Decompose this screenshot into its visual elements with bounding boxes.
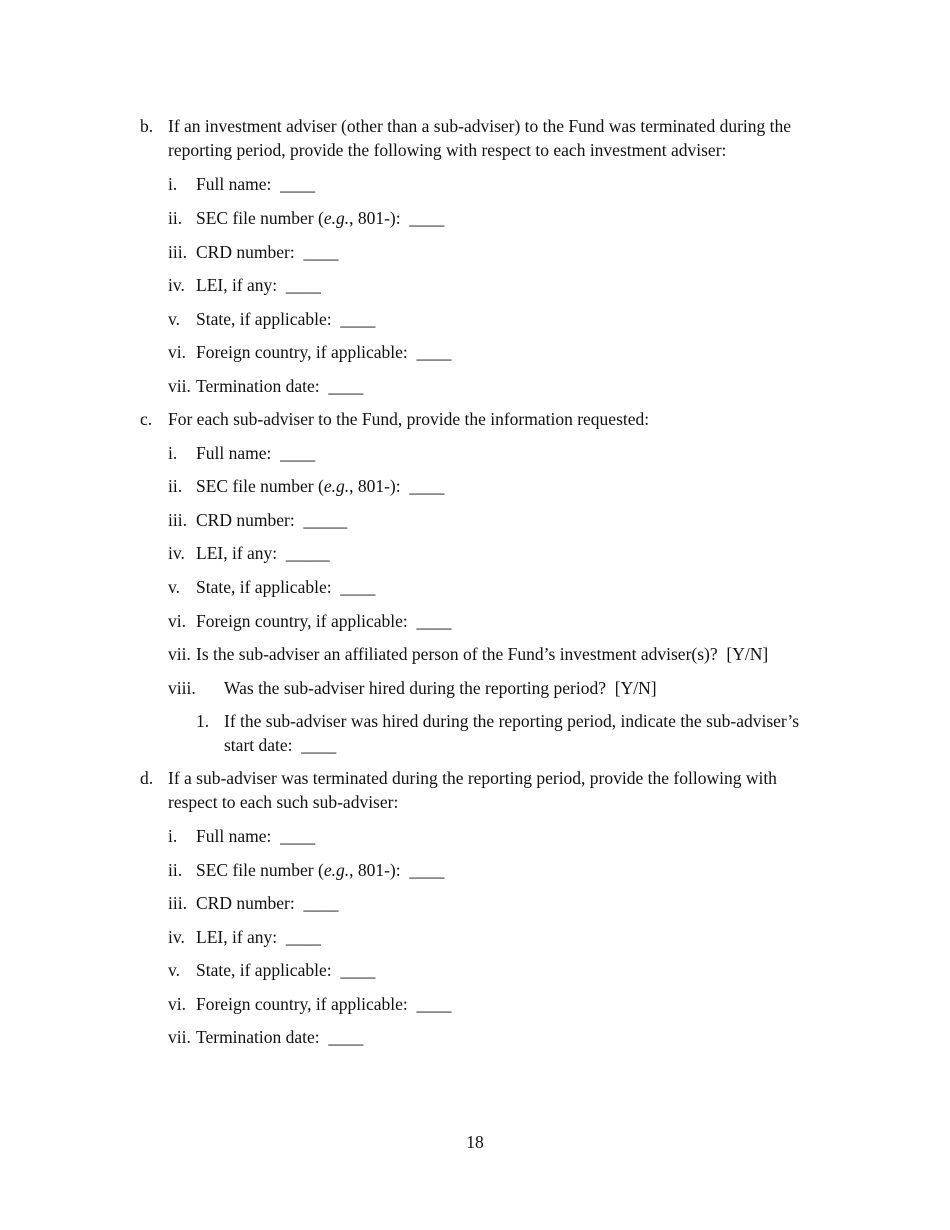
c-foreign-country-blank[interactable]: ____: [416, 611, 452, 631]
d-item-crd-number: iii. CRD number: ____: [168, 893, 339, 913]
c-hired-answer[interactable]: [Y/N]: [614, 678, 657, 698]
c-affiliated-answer[interactable]: [Y/N]: [726, 644, 769, 664]
d-sec-file-blank[interactable]: ____: [409, 860, 445, 880]
d-lei-blank[interactable]: ____: [285, 927, 321, 947]
d-state-blank[interactable]: ____: [340, 960, 376, 980]
c-item-affiliated-person: vii. Is the sub-adviser an affiliated person of the Fund’s investment adviser(s)? [Y/N]: [168, 644, 769, 664]
c-state-blank[interactable]: ____: [340, 577, 376, 597]
d-full-name-blank[interactable]: ____: [280, 826, 316, 846]
b-full-name-blank[interactable]: ____: [280, 174, 316, 194]
c-sub-item-marker: 1.: [196, 711, 210, 731]
c-item-foreign-country: vi. Foreign country, if applicable: ____: [168, 611, 452, 631]
b-sec-file-blank[interactable]: ____: [409, 208, 445, 228]
c-item-sec-file-number: ii. SEC file number (e.g., 801-): ____: [168, 476, 445, 496]
c-item-full-name: i. Full name: ____: [168, 443, 316, 463]
c-start-date-blank[interactable]: ____: [301, 735, 337, 755]
page-number: 18: [466, 1132, 484, 1152]
d-termination-date-blank[interactable]: ____: [328, 1027, 364, 1047]
section-d-marker: d.: [140, 768, 154, 788]
b-item-lei: iv. LEI, if any: ____: [168, 275, 321, 295]
d-item-full-name: i. Full name: ____: [168, 826, 316, 846]
c-full-name-blank[interactable]: ____: [280, 443, 316, 463]
d-foreign-country-blank[interactable]: ____: [416, 994, 452, 1014]
b-lei-blank[interactable]: ____: [285, 275, 321, 295]
c-item-hired-during-period: viii. Was the sub-adviser hired during the reporting period? [Y/N]: [168, 678, 657, 698]
section-b-marker: b.: [140, 116, 154, 136]
c-item-lei: iv. LEI, if any: _____: [168, 543, 330, 563]
d-item-state: v. State, if applicable: ____: [168, 960, 376, 980]
d-item-termination-date: vii. Termination date: ____: [168, 1027, 364, 1047]
b-foreign-country-blank[interactable]: ____: [416, 342, 452, 362]
c-crd-blank[interactable]: _____: [303, 510, 348, 530]
d-item-sec-file-number: ii. SEC file number (e.g., 801-): ____: [168, 860, 445, 880]
b-item-full-name: i. Full name: ____: [168, 174, 316, 194]
section-d-text-line1: If a sub-adviser was terminated during the reporting period, provide the following with: [168, 768, 777, 788]
b-item-termination-date: vii. Termination date: ____: [168, 376, 364, 396]
section-c-marker: c.: [140, 409, 153, 429]
section-b-text-line2: reporting period, provide the following with respect to each investment adviser:: [168, 140, 727, 160]
b-item-sec-file-number: ii. SEC file number (e.g., 801-): ____: [168, 208, 445, 228]
b-item-state: v. State, if applicable: ____: [168, 309, 376, 329]
d-item-foreign-country: vi. Foreign country, if applicable: ____: [168, 994, 452, 1014]
c-sub-item-text-line1: If the sub-adviser was hired during the reporting period, indicate the sub-adviser’s: [224, 711, 800, 731]
b-crd-blank[interactable]: ____: [303, 242, 339, 262]
c-item-crd-number: iii. CRD number: _____: [168, 510, 348, 530]
d-item-lei: iv. LEI, if any: ____: [168, 927, 321, 947]
d-crd-blank[interactable]: ____: [303, 893, 339, 913]
c-lei-blank[interactable]: _____: [285, 543, 330, 563]
c-sec-file-blank[interactable]: ____: [409, 476, 445, 496]
section-c-text: For each sub-adviser to the Fund, provide the information requested:: [168, 409, 650, 429]
c-item-state: v. State, if applicable: ____: [168, 577, 376, 597]
b-item-crd-number: iii. CRD number: ____: [168, 242, 339, 262]
b-termination-date-blank[interactable]: ____: [328, 376, 364, 396]
b-item-foreign-country: vi. Foreign country, if applicable: ____: [168, 342, 452, 362]
section-b-text-line1: If an investment adviser (other than a sub-adviser) to the Fund was terminated during the: [168, 116, 792, 136]
c-sub-item-start-date: start date: ____: [224, 735, 337, 755]
b-state-blank[interactable]: ____: [340, 309, 376, 329]
section-d-text-line2: respect to each such sub-adviser:: [168, 792, 399, 812]
